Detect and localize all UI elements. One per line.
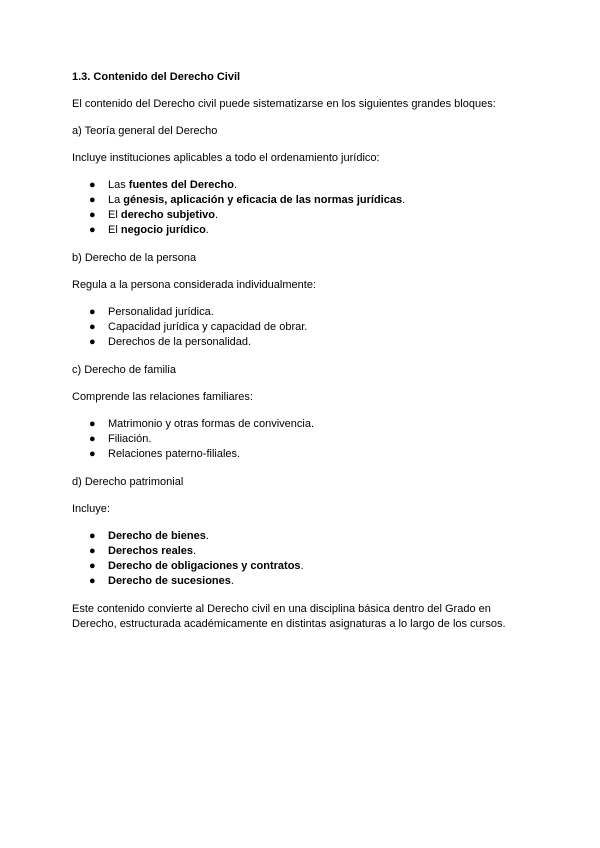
document-page xyxy=(72,70,532,644)
bullet-icon: ● xyxy=(89,530,96,542)
item-bold-text: Derecho de sucesiones xyxy=(108,575,231,587)
item-bold-text: fuentes del Derecho xyxy=(128,179,234,191)
section-title-a: a) Teoría general del Derecho xyxy=(72,125,218,137)
bullet-icon: ● xyxy=(89,224,96,236)
bullet-icon: ● xyxy=(89,575,96,587)
item-text: Derechos de la personalidad. xyxy=(108,336,252,348)
bullet-icon: ● xyxy=(89,336,96,348)
list-item xyxy=(72,178,532,193)
list-item xyxy=(72,529,532,544)
list-item xyxy=(72,320,532,335)
list-item xyxy=(72,559,532,574)
item-suffix: . xyxy=(300,560,304,572)
intro-paragraph: El contenido del Derecho civil puede sistematizarse en los siguientes grandes bloques: xyxy=(72,98,496,110)
bullet-icon: ● xyxy=(89,448,96,460)
list-b xyxy=(72,305,532,350)
list-d xyxy=(72,529,532,589)
item-suffix: . xyxy=(214,209,219,221)
bullet-icon: ● xyxy=(89,418,96,430)
item-text: Capacidad jurídica y capacidad de obrar. xyxy=(108,321,308,333)
list-item xyxy=(72,574,532,589)
item-text: Personalidad jurídica. xyxy=(108,306,214,318)
section-title-d: d) Derecho patrimonial xyxy=(72,476,184,488)
conclusion-paragraph: Este contenido convierte al Derecho civil en una disciplina básica dentro del Grado en Derecho, estructurada académicamente en distintas asignaturas a lo largo de los cursos. xyxy=(72,603,506,630)
item-suffix: . xyxy=(402,194,406,206)
item-bold-text: negocio jurídico xyxy=(120,224,206,236)
item-text: Relaciones paterno-filiales. xyxy=(108,448,241,460)
item-text: El xyxy=(108,209,121,221)
section-lead-d: Incluye: xyxy=(72,503,110,515)
section-lead-a: Incluye instituciones aplicables a todo el ordenamiento jurídico: xyxy=(72,152,380,164)
item-text: Matrimonio y otras formas de convivencia. xyxy=(108,418,315,430)
list-item xyxy=(72,417,532,432)
list-item xyxy=(72,208,532,223)
section-lead-b: Regula a la persona considerada individualmente: xyxy=(72,279,316,291)
item-suffix: . xyxy=(205,224,209,236)
list-a xyxy=(72,178,532,238)
list-item xyxy=(72,447,532,462)
section-title-b: b) Derecho de la persona xyxy=(72,252,197,264)
item-suffix: . xyxy=(230,575,234,587)
item-bold-text: derecho subjetivo xyxy=(120,209,215,221)
list-item xyxy=(72,335,532,350)
item-suffix: . xyxy=(205,530,209,542)
list-item xyxy=(72,432,532,447)
item-bold-text: Derechos reales xyxy=(108,545,193,557)
bullet-icon: ● xyxy=(89,560,96,572)
list-item xyxy=(72,305,532,320)
bullet-icon: ● xyxy=(89,433,96,445)
item-text: Las xyxy=(108,179,129,191)
item-text: El xyxy=(108,224,121,236)
bullet-icon: ● xyxy=(89,194,96,206)
item-bold-text: Derecho de obligaciones y contratos xyxy=(108,560,301,572)
section-heading: 1.3. Contenido del Derecho Civil xyxy=(72,71,241,83)
list-item xyxy=(72,223,532,238)
list-item xyxy=(72,193,532,208)
item-suffix: . xyxy=(193,545,197,557)
bullet-icon: ● xyxy=(89,209,96,221)
item-suffix: . xyxy=(233,179,237,191)
section-lead-c: Comprende las relaciones familiares: xyxy=(72,391,253,403)
bullet-icon: ● xyxy=(89,306,96,318)
item-bold-text: Derecho de bienes xyxy=(108,530,206,542)
bullet-icon: ● xyxy=(89,545,96,557)
list-item xyxy=(72,544,532,559)
bullet-icon: ● xyxy=(89,179,96,191)
section-title-c: c) Derecho de familia xyxy=(72,364,176,376)
list-c xyxy=(72,417,532,462)
item-text: La xyxy=(108,194,124,206)
item-bold-text: génesis, aplicación y eficacia de las normas jurídicas xyxy=(123,194,403,206)
item-text: Filiación. xyxy=(108,433,152,445)
bullet-icon: ● xyxy=(89,321,96,333)
